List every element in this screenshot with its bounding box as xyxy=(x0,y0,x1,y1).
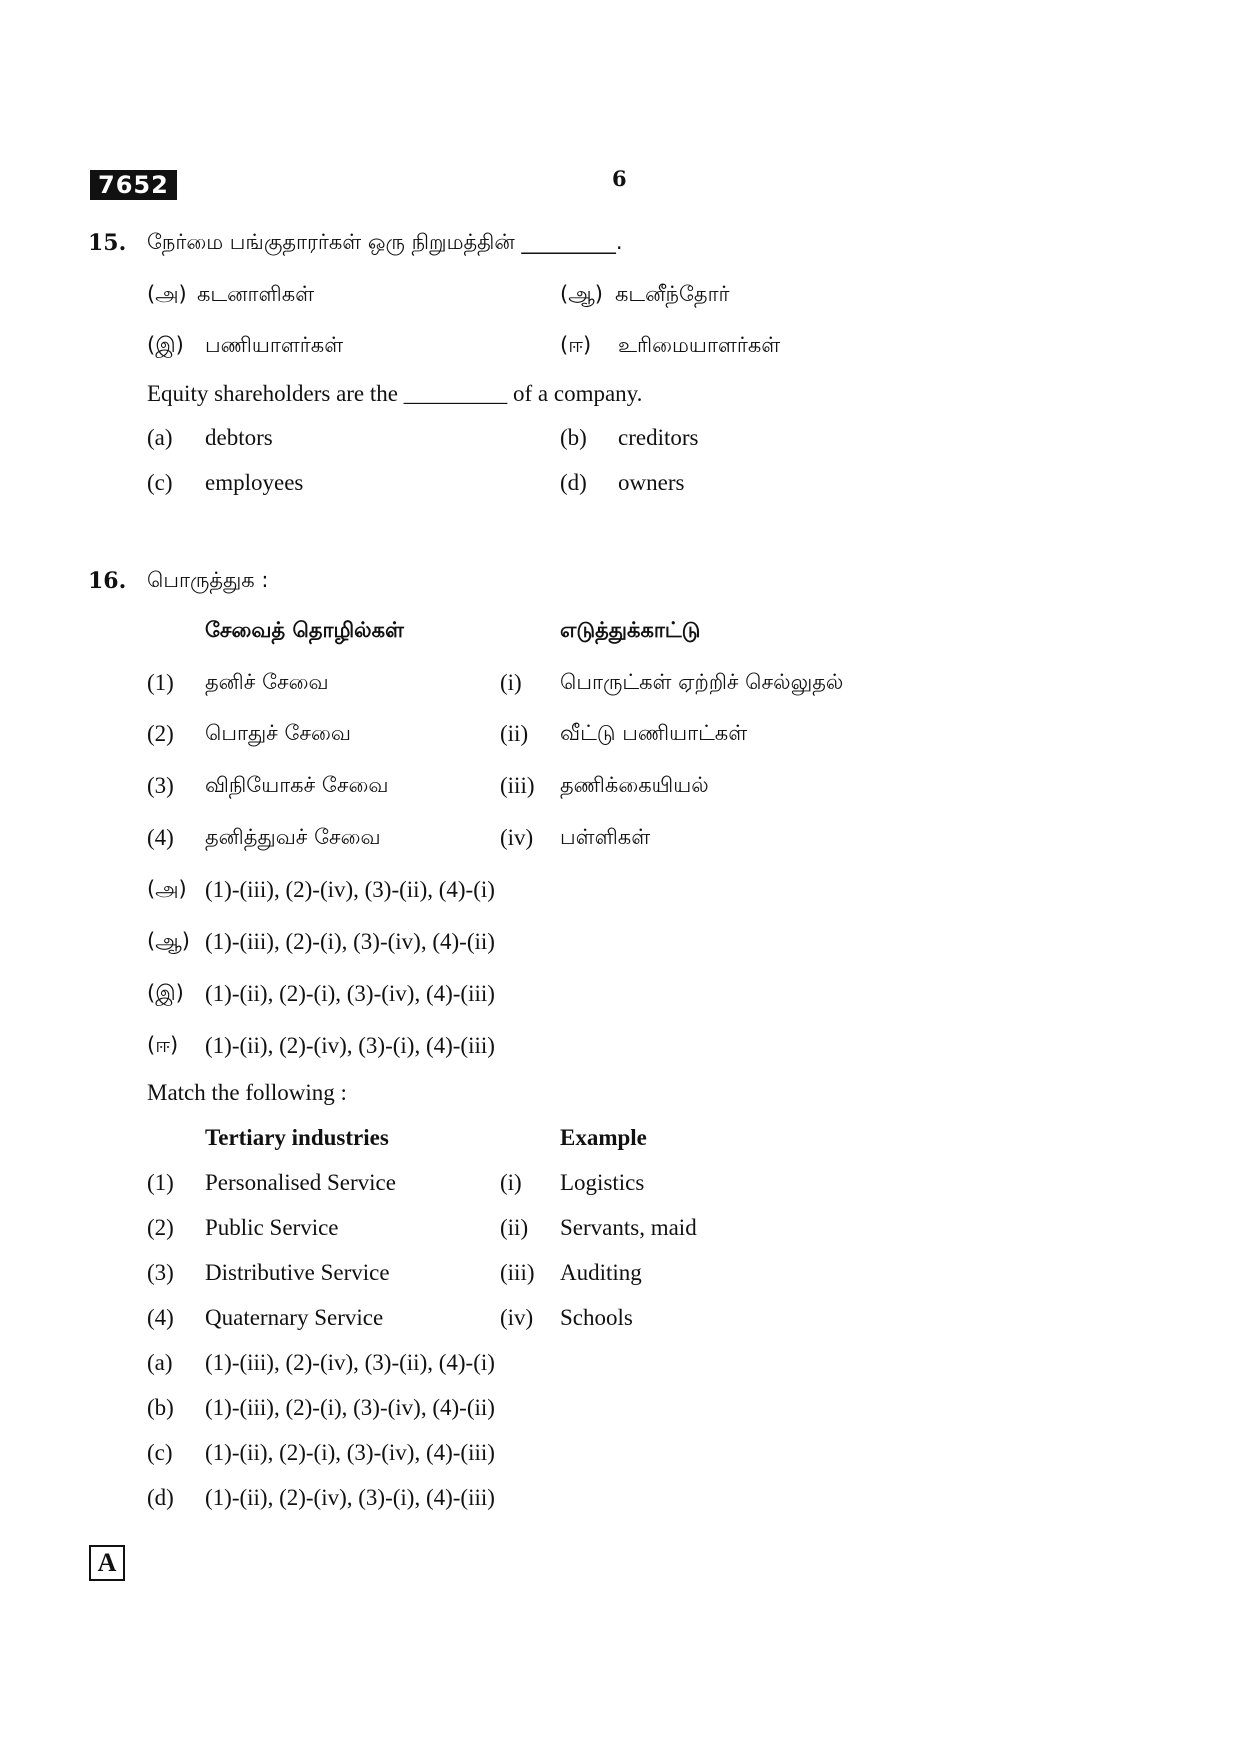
q16-tamil-row-3-roman: (iii) xyxy=(500,773,535,798)
q15-english-option-b-label: (b) xyxy=(560,425,587,450)
q16-tamil-option-c-text: (1)-(ii), (2)-(i), (3)-(iv), (4)-(iii) xyxy=(205,981,495,1006)
q16-tamil-option-c-label: (இ) xyxy=(147,981,184,1005)
q16-english-row-2-num: (2) xyxy=(147,1215,174,1240)
q16-tamil-row-1-roman: (i) xyxy=(500,670,522,695)
question-15-number: 15. xyxy=(88,230,127,256)
q16-english-row-3-left: Distributive Service xyxy=(205,1260,390,1285)
q16-tamil-row-3-left: விநியோகச் சேவை xyxy=(205,773,389,797)
q16-english-row-1-right: Logistics xyxy=(560,1170,645,1195)
q16-english-option-a-label: (a) xyxy=(147,1350,173,1375)
q16-english-option-c-label: (c) xyxy=(147,1440,173,1465)
q15-tamil-option-b-label: (ஆ) xyxy=(560,282,603,306)
q16-tamil-row-1-num: (1) xyxy=(147,670,174,695)
q16-english-row-1-num: (1) xyxy=(147,1170,174,1195)
q16-english-row-3-right: Auditing xyxy=(560,1260,642,1285)
q15-english-option-d-text: owners xyxy=(618,470,685,495)
q15-tamil-option-b-text: கடனீந்தோர் xyxy=(615,282,730,306)
question-16-english-instruction: Match the following : xyxy=(147,1080,347,1105)
q16-tamil-row-2-num: (2) xyxy=(147,721,174,746)
q16-tamil-header-right: எடுத்துக்காட்டு xyxy=(560,618,701,642)
question-15-tamil-text: நேர்மை பங்குதாரர்கள் ஒரு நிறுமத்தின் _________. xyxy=(147,230,623,254)
q16-tamil-row-1-right: பொருட்கள் ஏற்றிச் செல்லுதல் xyxy=(560,670,844,694)
q16-tamil-option-d-label: (ஈ) xyxy=(147,1033,179,1057)
q15-tamil-option-d-text: உரிமையாளர்கள் xyxy=(618,333,781,357)
q15-english-option-b-text: creditors xyxy=(618,425,699,450)
q15-english-option-a-text: debtors xyxy=(205,425,273,450)
q16-tamil-header-left: சேவைத் தொழில்கள் xyxy=(205,618,404,642)
q16-tamil-row-2-roman: (ii) xyxy=(500,721,529,746)
q15-english-option-a-label: (a) xyxy=(147,425,173,450)
q16-tamil-row-4-left: தனித்துவச் சேவை xyxy=(205,825,381,849)
q16-english-option-b-text: (1)-(iii), (2)-(i), (3)-(iv), (4)-(ii) xyxy=(205,1395,495,1420)
q16-english-row-4-right: Schools xyxy=(560,1305,633,1330)
q16-english-option-c-text: (1)-(ii), (2)-(i), (3)-(iv), (4)-(iii) xyxy=(205,1440,495,1465)
q15-tamil-option-d-label: (ஈ) xyxy=(560,333,592,357)
q16-english-row-3-num: (3) xyxy=(147,1260,174,1285)
q15-tamil-option-a-text: கடனாளிகள் xyxy=(197,282,315,306)
q16-english-header-right: Example xyxy=(560,1125,647,1150)
q15-tamil-option-a-label: (அ) xyxy=(147,282,187,306)
q16-english-row-1-left: Personalised Service xyxy=(205,1170,396,1195)
q16-english-row-3-roman: (iii) xyxy=(500,1260,535,1285)
paper-code-badge: 7652 xyxy=(90,170,177,200)
page-number: 6 xyxy=(612,166,627,191)
question-15-english-text: Equity shareholders are the _________ of a company. xyxy=(147,381,643,406)
q16-tamil-row-2-left: பொதுச் சேவை xyxy=(205,721,351,745)
q16-english-row-4-roman: (iv) xyxy=(500,1305,534,1330)
q16-tamil-row-3-num: (3) xyxy=(147,773,174,798)
q16-english-row-4-left: Quaternary Service xyxy=(205,1305,384,1330)
q16-tamil-row-4-num: (4) xyxy=(147,825,174,850)
q16-english-row-2-roman: (ii) xyxy=(500,1215,529,1240)
q16-tamil-row-3-right: தணிக்கையியல் xyxy=(560,773,709,797)
q16-tamil-row-1-left: தனிச் சேவை xyxy=(205,670,329,694)
q16-english-row-2-right: Servants, maid xyxy=(560,1215,697,1240)
q16-tamil-option-a-label: (அ) xyxy=(147,877,187,901)
q15-tamil-option-c-text: பணியாளர்கள் xyxy=(205,333,344,357)
q16-english-option-b-label: (b) xyxy=(147,1395,174,1420)
q16-tamil-option-b-text: (1)-(iii), (2)-(i), (3)-(iv), (4)-(ii) xyxy=(205,929,495,954)
q16-tamil-option-a-text: (1)-(iii), (2)-(iv), (3)-(ii), (4)-(i) xyxy=(205,877,495,902)
q16-tamil-row-4-roman: (iv) xyxy=(500,825,534,850)
q16-english-row-1-roman: (i) xyxy=(500,1170,522,1195)
q16-tamil-option-d-text: (1)-(ii), (2)-(iv), (3)-(i), (4)-(iii) xyxy=(205,1033,495,1058)
series-box: A xyxy=(89,1545,125,1581)
q16-english-row-4-num: (4) xyxy=(147,1305,174,1330)
q15-english-option-c-label: (c) xyxy=(147,470,173,495)
q15-english-option-d-label: (d) xyxy=(560,470,587,495)
question-16-number: 16. xyxy=(88,568,127,594)
q15-english-option-c-text: employees xyxy=(205,470,304,495)
q16-tamil-row-4-right: பள்ளிகள் xyxy=(560,825,651,849)
q16-english-header-left: Tertiary industries xyxy=(205,1125,389,1150)
q16-english-option-d-label: (d) xyxy=(147,1485,174,1510)
q15-tamil-option-c-label: (இ) xyxy=(147,333,184,357)
q16-tamil-option-b-label: (ஆ) xyxy=(147,929,190,953)
question-16-tamil-instruction: பொருத்துக : xyxy=(147,568,269,592)
q16-tamil-row-2-right: வீட்டு பணியாட்கள் xyxy=(560,721,748,745)
q16-english-option-a-text: (1)-(iii), (2)-(iv), (3)-(ii), (4)-(i) xyxy=(205,1350,495,1375)
q16-english-option-d-text: (1)-(ii), (2)-(iv), (3)-(i), (4)-(iii) xyxy=(205,1485,495,1510)
q16-english-row-2-left: Public Service xyxy=(205,1215,339,1240)
